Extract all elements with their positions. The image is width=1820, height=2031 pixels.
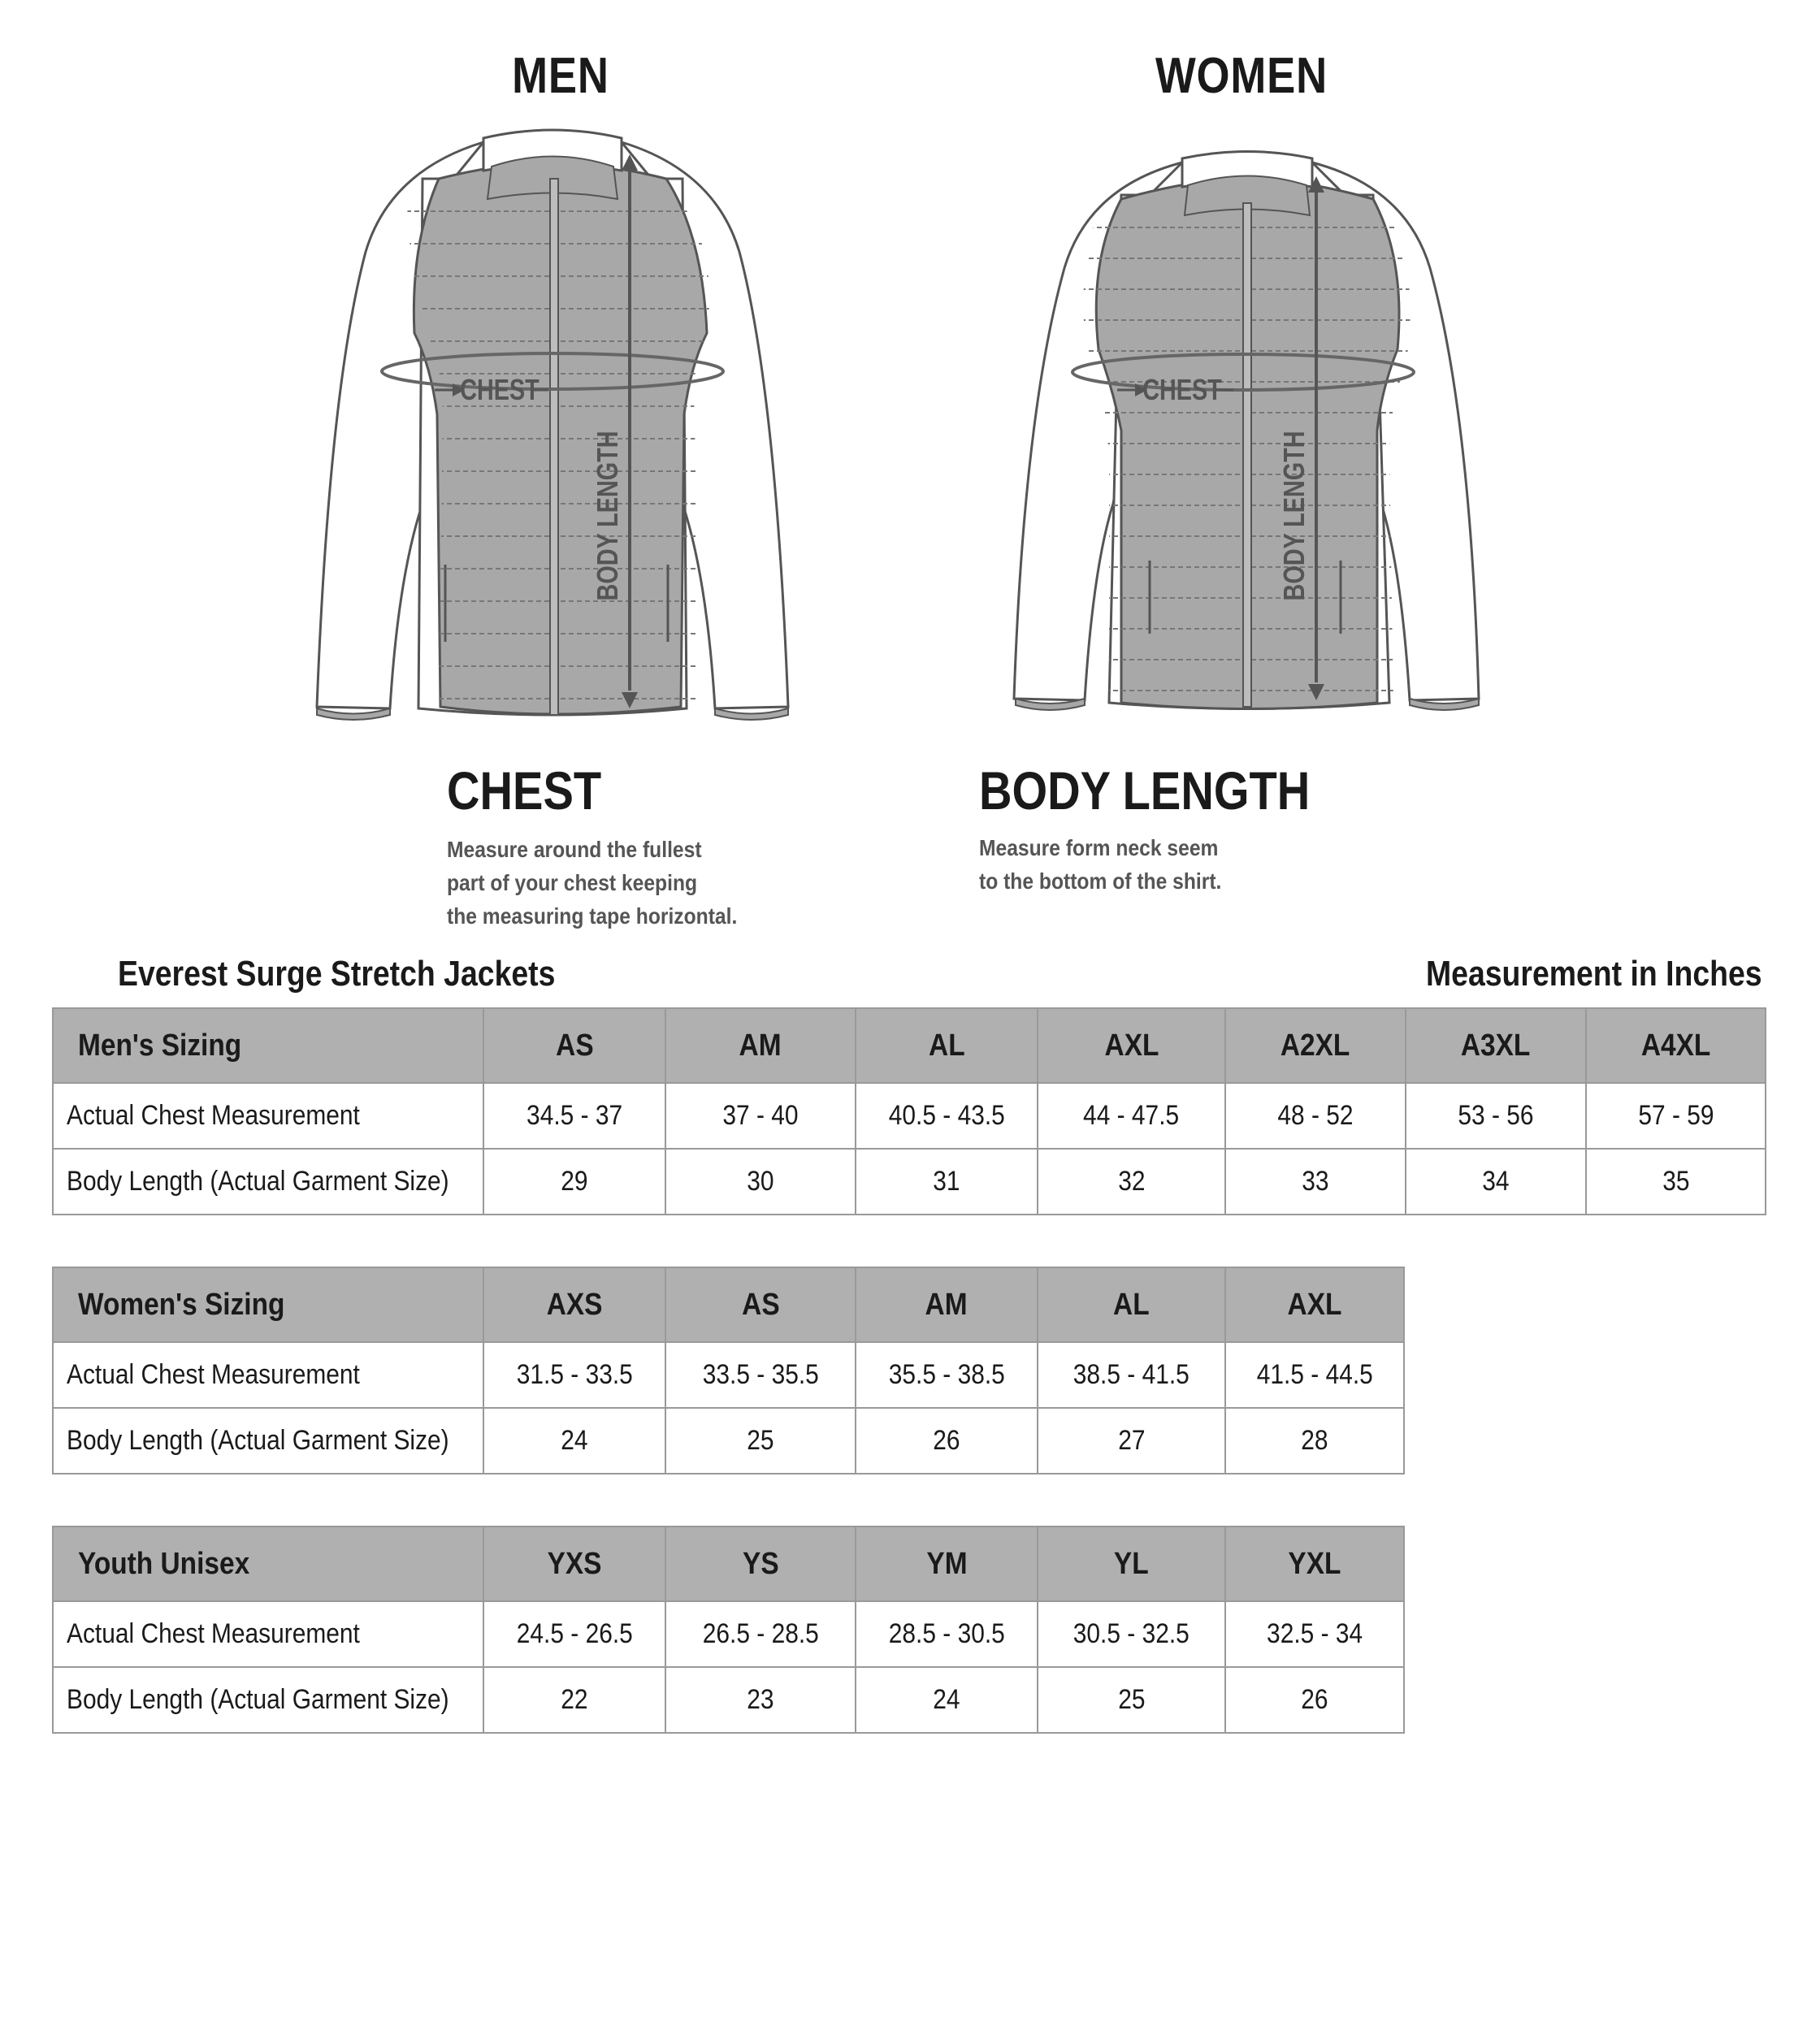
product-title: Everest Surge Stretch Jackets bbox=[118, 954, 556, 994]
women-zipper bbox=[1243, 203, 1251, 707]
size-header: YXS bbox=[483, 1526, 665, 1601]
table-header-row bbox=[53, 1008, 1766, 1083]
table-cell: 30 bbox=[665, 1149, 856, 1215]
size-header: AS bbox=[665, 1267, 856, 1342]
table-cell: 34.5 - 37 bbox=[483, 1083, 665, 1149]
table-cell: 48 - 52 bbox=[1225, 1083, 1406, 1149]
youth-sizing-table bbox=[52, 1526, 1405, 1734]
chest-instruction-line: Measure around the fullest bbox=[447, 837, 702, 862]
table-row bbox=[53, 1408, 1404, 1474]
table-header-row bbox=[53, 1526, 1404, 1601]
table-row bbox=[53, 1342, 1404, 1408]
body-length-instruction-line: to the bottom of the shirt. bbox=[979, 868, 1222, 894]
size-header: AXL bbox=[1038, 1008, 1225, 1083]
table-cell: 24 bbox=[856, 1667, 1038, 1733]
size-header: YL bbox=[1038, 1526, 1225, 1601]
men-body-length-label: BODY LENGTH bbox=[590, 431, 624, 601]
table-cell: 41.5 - 44.5 bbox=[1225, 1342, 1404, 1408]
size-header: AS bbox=[483, 1008, 665, 1083]
body-length-section-title: BODY LENGTH bbox=[979, 760, 1311, 821]
size-header: AM bbox=[665, 1008, 856, 1083]
chest-instruction-line: the measuring tape horizontal. bbox=[447, 903, 738, 929]
size-header: YXL bbox=[1225, 1526, 1404, 1601]
table-row bbox=[53, 1149, 1766, 1215]
size-header: YS bbox=[665, 1526, 856, 1601]
row-label: Body Length (Actual Garment Size) bbox=[53, 1149, 483, 1215]
table-header-label: Women's Sizing bbox=[53, 1267, 483, 1342]
size-header: A3XL bbox=[1406, 1008, 1586, 1083]
table-cell: 31 bbox=[856, 1149, 1038, 1215]
men-zipper bbox=[550, 179, 558, 715]
table-cell: 32 bbox=[1038, 1149, 1225, 1215]
table-header-label: Youth Unisex bbox=[53, 1526, 483, 1601]
row-label: Body Length (Actual Garment Size) bbox=[53, 1408, 483, 1474]
womens-sizing-table bbox=[52, 1267, 1405, 1475]
table-cell: 32.5 - 34 bbox=[1225, 1601, 1404, 1667]
table-row bbox=[53, 1083, 1766, 1149]
row-label: Body Length (Actual Garment Size) bbox=[53, 1667, 483, 1733]
table-cell: 38.5 - 41.5 bbox=[1038, 1342, 1225, 1408]
table-cell: 57 - 59 bbox=[1586, 1083, 1766, 1149]
table-row bbox=[53, 1601, 1404, 1667]
table-cell: 23 bbox=[665, 1667, 856, 1733]
table-cell: 35.5 - 38.5 bbox=[856, 1342, 1038, 1408]
size-header: YM bbox=[856, 1526, 1038, 1601]
size-header: AM bbox=[856, 1267, 1038, 1342]
women-heading: WOMEN bbox=[1155, 48, 1328, 104]
table-cell: 44 - 47.5 bbox=[1038, 1083, 1225, 1149]
table-cell: 34 bbox=[1406, 1149, 1586, 1215]
table-header-row bbox=[53, 1267, 1404, 1342]
body-length-instruction-line: Measure form neck seem bbox=[979, 835, 1219, 860]
table-cell: 22 bbox=[483, 1667, 665, 1733]
table-cell: 37 - 40 bbox=[665, 1083, 856, 1149]
size-header: AL bbox=[1038, 1267, 1225, 1342]
table-cell: 33.5 - 35.5 bbox=[665, 1342, 856, 1408]
women-jacket-illustration bbox=[1008, 146, 1487, 715]
table-cell: 24 bbox=[483, 1408, 665, 1474]
table-cell: 24.5 - 26.5 bbox=[483, 1601, 665, 1667]
table-cell: 26 bbox=[1225, 1667, 1404, 1733]
table-cell: 28.5 - 30.5 bbox=[856, 1601, 1038, 1667]
women-chest-label: CHEST bbox=[1142, 372, 1222, 406]
table-cell: 33 bbox=[1225, 1149, 1406, 1215]
size-header: AXL bbox=[1225, 1267, 1404, 1342]
table-header-label: Men's Sizing bbox=[53, 1008, 483, 1083]
table-cell: 35 bbox=[1586, 1149, 1766, 1215]
mens-sizing-table bbox=[52, 1007, 1766, 1215]
table-cell: 26 bbox=[856, 1408, 1038, 1474]
row-label: Actual Chest Measurement bbox=[53, 1601, 483, 1667]
men-heading: MEN bbox=[512, 48, 609, 104]
table-cell: 29 bbox=[483, 1149, 665, 1215]
table-cell: 40.5 - 43.5 bbox=[856, 1083, 1038, 1149]
table-cell: 25 bbox=[665, 1408, 856, 1474]
body-length-instructions bbox=[979, 831, 1221, 898]
row-label: Actual Chest Measurement bbox=[53, 1342, 483, 1408]
men-chest-label: CHEST bbox=[460, 372, 540, 406]
size-header: AL bbox=[856, 1008, 1038, 1083]
size-header: A2XL bbox=[1225, 1008, 1406, 1083]
table-cell: 27 bbox=[1038, 1408, 1225, 1474]
table-cell: 31.5 - 33.5 bbox=[483, 1342, 665, 1408]
chest-instruction-line: part of your chest keeping bbox=[447, 870, 698, 895]
table-cell: 28 bbox=[1225, 1408, 1404, 1474]
table-cell: 53 - 56 bbox=[1406, 1083, 1586, 1149]
row-label: Actual Chest Measurement bbox=[53, 1083, 483, 1149]
table-row bbox=[53, 1667, 1404, 1733]
table-cell: 26.5 - 28.5 bbox=[665, 1601, 856, 1667]
men-jacket-illustration bbox=[301, 122, 812, 723]
size-header: AXS bbox=[483, 1267, 665, 1342]
size-header: A4XL bbox=[1586, 1008, 1766, 1083]
women-body-length-label: BODY LENGTH bbox=[1276, 431, 1311, 601]
chest-instructions bbox=[447, 833, 737, 933]
chest-section-title: CHEST bbox=[447, 760, 602, 821]
units-note: Measurement in Inches bbox=[1426, 954, 1762, 994]
table-cell: 25 bbox=[1038, 1667, 1225, 1733]
table-cell: 30.5 - 32.5 bbox=[1038, 1601, 1225, 1667]
